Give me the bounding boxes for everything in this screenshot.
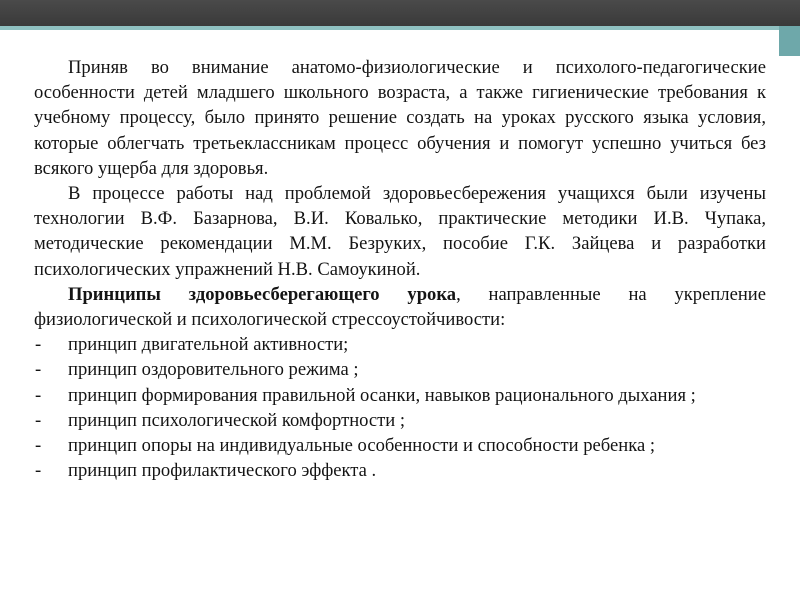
principles-description: , направленные на укрепление физиологической и психологической стрессоустойчивости: bbox=[34, 283, 766, 331]
principles-title: Принципы здоровьесберегающего урока bbox=[68, 283, 457, 305]
paragraph-principles-heading bbox=[34, 282, 766, 332]
principles-list bbox=[34, 332, 766, 483]
list-marker: - bbox=[35, 334, 42, 356]
list-item-text: принцип формирования правильной осанки, навыков рационального дыхания ; bbox=[68, 384, 696, 406]
slide-corner-block bbox=[779, 26, 800, 56]
slide-top-bar bbox=[0, 0, 800, 26]
list-item bbox=[34, 433, 766, 458]
paragraph-research: В процессе работы над проблемой здоровьесбережения учащихся были изучены технологии В.Ф. Базарнова, В.И. Ковалько, практические методики И.В. Чупака, методические рекомендации М.М. Безруких, пособие Г.К. Зайцева и разработки психологических упражнений Н.В. Самоукиной. bbox=[34, 183, 766, 280]
slide-content bbox=[34, 55, 766, 483]
list-item bbox=[34, 357, 766, 382]
list-item bbox=[34, 332, 766, 357]
list-item-text: принцип двигательной активности; bbox=[68, 334, 349, 356]
list-item-text: принцип профилактического эффекта . bbox=[68, 460, 377, 482]
list-marker: - bbox=[35, 409, 42, 431]
list-marker: - bbox=[35, 384, 42, 406]
paragraph-intro: Приняв во внимание анатомо-физиологические и психолого-педагогические особенности детей младшего школьного возраста, а также гигиенические требования к учебному процессу, было принято решение создать на уроках русского языка условия, которые облегчать третьеклассникам процесс обучения и помогут успешно учиться без всякого ущерба для здоровья. bbox=[34, 57, 766, 179]
list-item bbox=[34, 383, 766, 408]
list-marker: - bbox=[35, 460, 42, 482]
list-item bbox=[34, 408, 766, 433]
list-item-text: принцип психологической комфортности ; bbox=[68, 409, 406, 431]
list-item-text: принцип опоры на индивидуальные особенности и способности ребенка ; bbox=[68, 435, 656, 457]
list-item-text: принцип оздоровительного режима ; bbox=[68, 359, 359, 381]
list-marker: - bbox=[35, 359, 42, 381]
list-item bbox=[34, 458, 766, 483]
list-marker: - bbox=[35, 435, 42, 457]
slide-accent-line bbox=[0, 26, 800, 30]
